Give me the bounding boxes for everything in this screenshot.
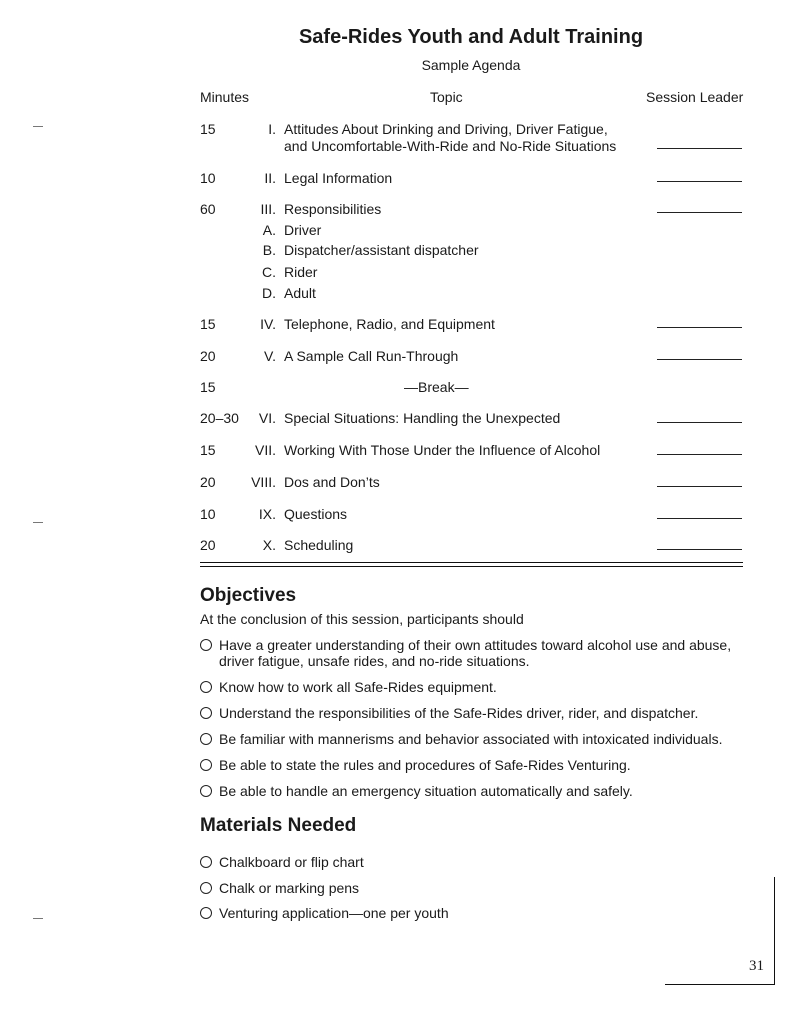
material-item [200,880,740,896]
circle-bullet-icon [200,907,212,919]
objective-text: Be able to handle an emergency situation automatically and safely. [219,783,633,799]
page-title: Safe-Rides Youth and Adult Training [298,26,644,48]
subitem-letter: C. [262,264,276,280]
page-corner-vertical-rule [774,877,775,985]
agenda-minutes: 20 [200,474,216,490]
subitem-text: Dispatcher/assistant dispatcher [284,242,479,258]
session-leader-header: Session Leader [646,89,744,105]
margin-mark [33,126,43,127]
material-item [200,905,740,921]
circle-bullet-icon [200,681,212,693]
agenda-minutes: 15 [200,316,216,332]
material-text: Chalkboard or flip chart [219,854,364,870]
session-leader-line [657,486,742,487]
agenda-minutes: 20 [200,348,216,364]
agenda-minutes: 15 [200,379,216,395]
objective-text: Have a greater understanding of their own attitudes toward alcohol use and abuse, driver fatigue, unsafe rides, and no-ride situations. [219,637,732,669]
session-leader-line [657,148,742,149]
agenda-topic: Responsibilities [284,201,382,217]
session-leader-line [657,549,742,550]
agenda-divider-bottom [200,566,743,567]
agenda-minutes: 15 [200,442,216,458]
subitem-text: Driver [284,222,322,238]
agenda-number: I. [268,121,276,137]
circle-bullet-icon [200,733,212,745]
agenda-minutes: 10 [200,506,216,522]
agenda-topic: Working With Those Under the Influence of Alcohol [284,442,601,458]
agenda-divider-top [200,562,743,563]
agenda-minutes: 10 [200,170,216,186]
agenda-number: VII. [254,442,276,458]
agenda-break: —Break— [404,379,469,395]
margin-mark [33,918,43,919]
session-leader-line [657,422,742,423]
objective-item [200,757,740,773]
agenda-minutes: 20–30 [200,410,239,426]
agenda-minutes: 20 [200,537,216,553]
subitem-letter: A. [262,222,276,238]
agenda-topic: Scheduling [284,537,354,553]
objective-item [200,637,740,669]
circle-bullet-icon [200,759,212,771]
objective-text: Understand the responsibilities of the Safe-Rides driver, rider, and dispatcher. [219,705,699,721]
objective-item [200,679,740,695]
circle-bullet-icon [200,785,212,797]
materials-heading: Materials Needed [200,815,357,836]
agenda-number: VIII. [251,474,276,490]
circle-bullet-icon [200,707,212,719]
objective-text: Be familiar with mannerisms and behavior associated with intoxicated individuals. [219,731,723,747]
session-leader-line [657,518,742,519]
agenda-topic: Legal Information [284,170,393,186]
objective-text: Be able to state the rules and procedures of Safe-Rides Venturing. [219,757,631,773]
agenda-topic: Special Situations: Handling the Unexpected [284,410,561,426]
objective-item [200,731,740,747]
agenda-minutes: 60 [200,201,216,217]
topic-header: Topic [430,89,463,105]
session-leader-line [657,181,742,182]
session-leader-line [657,359,742,360]
objective-item [200,783,740,799]
objective-text: Know how to work all Safe-Rides equipment. [219,679,497,695]
material-item [200,854,740,870]
agenda-number: III. [260,201,276,217]
material-text: Chalk or marking pens [219,880,360,896]
agenda-topic: Attitudes About Drinking and Driving, Driver Fatigue, and Uncomfortable-With-Ride and No-Ride Situations [284,121,617,154]
subitem-text: Adult [284,285,316,301]
material-text: Venturing application—one per youth [219,905,449,921]
objective-item [200,705,740,721]
agenda-minutes: 15 [200,121,216,137]
session-leader-line [657,212,742,213]
agenda-number: VI. [258,410,276,426]
minutes-header: Minutes [200,89,250,105]
page-corner-horizontal-rule [665,984,775,985]
objectives-heading: Objectives [200,585,297,606]
session-leader-line [657,327,742,328]
subitem-letter: B. [262,242,276,258]
session-leader-line [657,454,742,455]
agenda-number: IX. [258,506,276,522]
subitem-text: Rider [284,264,318,280]
circle-bullet-icon [200,856,212,868]
page-number: 31 [749,958,764,974]
objectives-intro: At the conclusion of this session, participants should [200,611,524,627]
page-subtitle: Sample Agenda [421,57,521,73]
circle-bullet-icon [200,882,212,894]
margin-mark [33,522,43,523]
agenda-number: V. [264,348,276,364]
circle-bullet-icon [200,639,212,651]
agenda-topic: A Sample Call Run-Through [284,348,459,364]
agenda-topic: Telephone, Radio, and Equipment [284,316,495,332]
subitem-letter: D. [262,285,276,301]
agenda-topic: Questions [284,506,348,522]
agenda-topic: Dos and Don’ts [284,474,380,490]
agenda-number: II. [264,170,276,186]
agenda-number: X. [262,537,276,553]
agenda-number: IV. [260,316,276,332]
